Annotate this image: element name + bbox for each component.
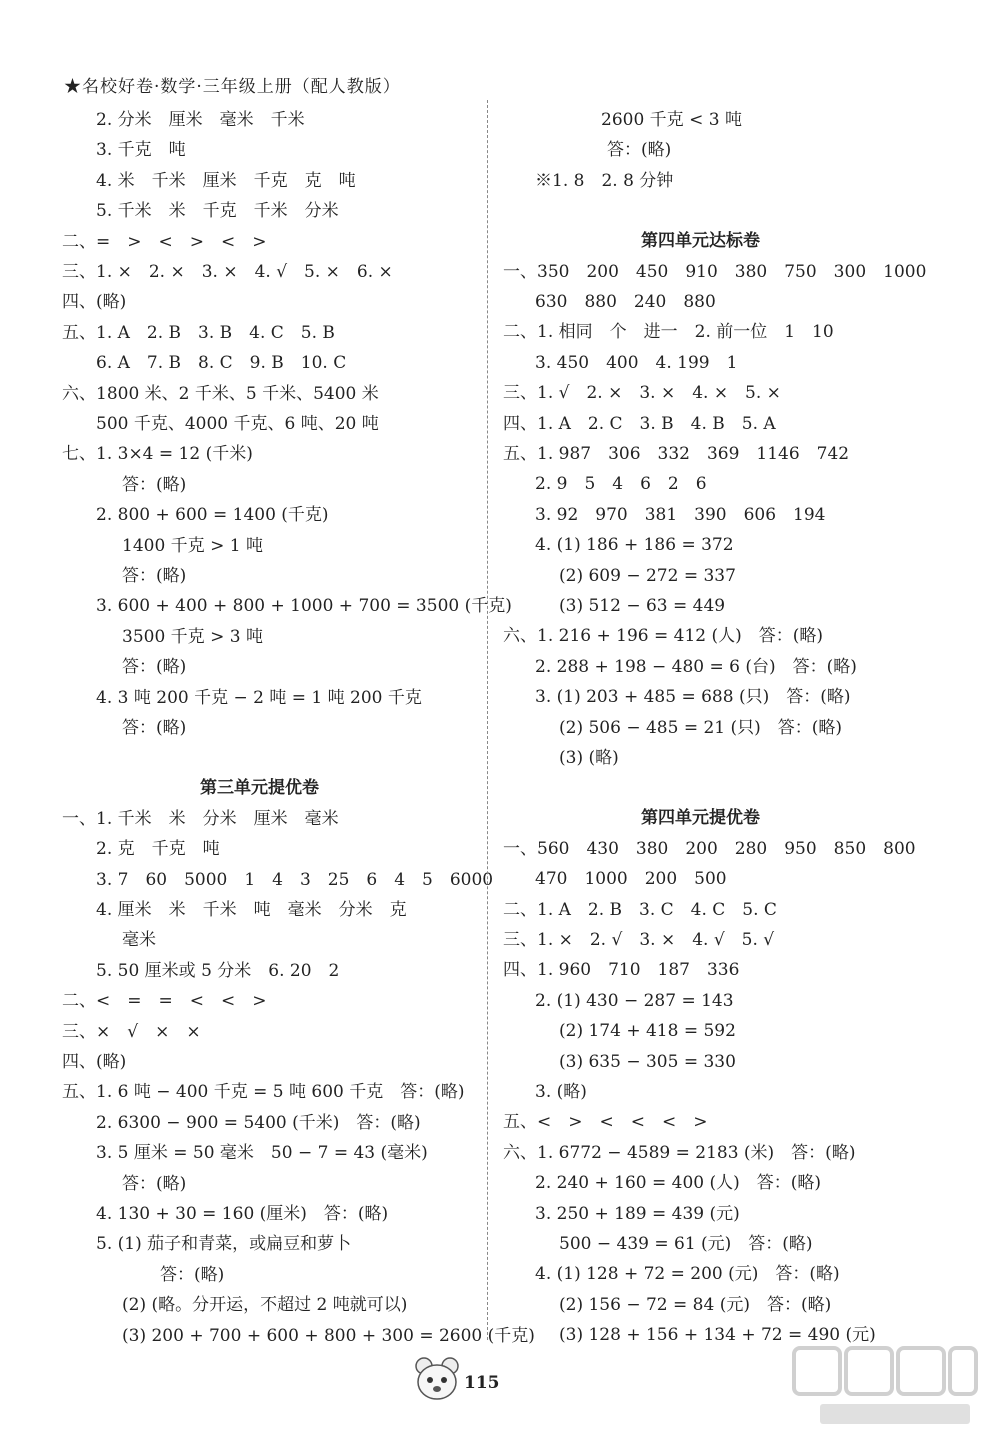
answer-line: (3) 512 − 63 = 449	[559, 596, 726, 616]
answer-line: 4. 厘米 米 千米 吨 毫米 分米 克	[96, 900, 407, 920]
answer-line: 2600 千克 < 3 吨	[601, 110, 742, 130]
section-title: 第三单元提优卷	[200, 778, 319, 799]
answer-line: 一、1. 千米 米 分米 厘米 毫米	[62, 808, 339, 829]
watermark-logo-icon	[790, 1340, 980, 1430]
answer-line: 500 千克、4000 千克、6 吨、20 吨	[96, 414, 379, 434]
answer-line: (3) 128 + 156 + 134 + 72 = 490 (元)	[559, 1325, 876, 1346]
answer-line: 470 1000 200 500	[535, 869, 727, 890]
answer-line: 1400 千克 > 1 吨	[122, 535, 263, 556]
answer-line: 3. 450 400 4. 199 1	[535, 352, 738, 373]
answer-line: 2. 6300 − 900 = 5400 (千米) 答：(略)	[96, 1112, 421, 1133]
answer-line: 3. 7 60 5000 1 4 3 25 6 4 5 6000	[96, 869, 494, 890]
answer-line: 五、1. 987 306 332 369 1146 742	[503, 444, 850, 464]
answer-line: 六、1800 米、2 千米、5 千米、5400 米	[62, 383, 379, 404]
answer-line: 五、1. 6 吨 − 400 千克 = 5 吨 600 千克 答：(略)	[62, 1082, 465, 1103]
answer-line: 二、< = = < < >	[62, 991, 267, 1012]
answer-line: 一、350 200 450 910 380 750 300 1000	[503, 261, 927, 282]
answer-line: 3. 250 + 189 = 439 (元)	[535, 1203, 740, 1224]
answer-line: 答：(略)	[160, 1264, 225, 1285]
answer-line: 3. 600 + 400 + 800 + 1000 + 700 = 3500 (千克)	[96, 596, 512, 617]
answer-line: 答：(略)	[607, 140, 672, 161]
answer-line: 三、1. √ 2. × 3. × 4. × 5. ×	[503, 383, 781, 404]
answer-line: 3. 92 970 381 390 606 194	[535, 504, 826, 525]
answer-line: 三、1. × 2. √ 3. × 4. √ 5. √	[503, 930, 775, 950]
answer-line: 2. 9 5 4 6 2 6	[535, 474, 707, 495]
answer-line: 四、1. 960 710 187 336	[503, 960, 740, 981]
page-header: ★名校好卷·数学·三年级上册（配人教版）	[64, 77, 401, 97]
answer-line: 4. 130 + 30 = 160 (厘米) 答：(略)	[96, 1204, 389, 1224]
answer-line: 2. 288 + 198 − 480 = 6 (台) 答：(略)	[535, 656, 857, 677]
column-divider	[487, 100, 488, 1340]
answer-line: 答：(略)	[122, 474, 187, 495]
answer-line: 六、1. 216 + 196 = 412 (人) 答：(略)	[503, 626, 824, 647]
answer-line: 4. (1) 186 + 186 = 372	[535, 535, 734, 556]
bear-mascot-icon	[410, 1352, 464, 1406]
answer-line: 四、1. A 2. C 3. B 4. B 5. A	[503, 413, 776, 434]
answer-line: 3500 千克 > 3 吨	[122, 626, 263, 647]
answer-line: 五、< > < < < >	[503, 1112, 708, 1133]
answer-line: (3) (略)	[559, 748, 619, 768]
answer-line: 三、1. × 2. × 3. × 4. √ 5. × 6. ×	[62, 262, 393, 282]
page-number: 115	[464, 1373, 500, 1393]
answer-line: 3. (1) 203 + 485 = 688 (只) 答：(略)	[535, 687, 851, 708]
answer-line: (2) 156 − 72 = 84 (元) 答：(略)	[559, 1294, 832, 1315]
answer-line: 答：(略)	[122, 566, 187, 586]
answer-line: 2. 克 千克 吨	[96, 839, 220, 860]
answer-line: 630 880 240 880	[535, 292, 716, 312]
answer-line: (3) 200 + 700 + 600 + 800 + 300 = 2600 (千克)	[122, 1325, 535, 1346]
answer-line: 2. 240 + 160 = 400 (人) 答：(略)	[535, 1173, 822, 1194]
answer-line: 4. 3 吨 200 千克 − 2 吨 = 1 吨 200 千克	[96, 687, 422, 708]
section-title: 第四单元达标卷	[641, 231, 760, 252]
answer-line: 五、1. A 2. B 3. B 4. C 5. B	[62, 322, 335, 343]
answer-line: 七、1. 3×4 = 12 (千米)	[62, 444, 253, 465]
answer-line: (2) (略。分开运，不超过 2 吨就可以)	[122, 1295, 408, 1316]
answer-line: (3) 635 − 305 = 330	[559, 1051, 736, 1072]
answer-line: 5. (1) 茄子和青菜，或扁豆和萝卜	[96, 1234, 352, 1255]
answer-line: 3. (略)	[535, 1082, 587, 1102]
answer-line: 4. (1) 128 + 72 = 200 (元) 答：(略)	[535, 1264, 840, 1285]
answer-line: 六、1. 6772 − 4589 = 2183 (米) 答：(略)	[503, 1142, 856, 1163]
answer-line: 2. 800 + 600 = 1400 (千克)	[96, 505, 329, 526]
answer-line: 答：(略)	[122, 657, 187, 678]
answer-line: 2. (1) 430 − 287 = 143	[535, 990, 734, 1011]
answer-line: 毫米	[122, 930, 156, 951]
answer-line: ※1. 8 2. 8 分钟	[535, 170, 674, 191]
answer-line: (2) 506 − 485 = 21 (只) 答：(略)	[559, 717, 843, 738]
answer-line: 5. 50 厘米或 5 分米 6. 20 2	[96, 960, 340, 981]
answer-line: 二、1. A 2. B 3. C 4. C 5. C	[503, 899, 777, 920]
answer-line: 二、= > < > < >	[62, 231, 267, 252]
answer-line: 5. 千米 米 千克 千米 分米	[96, 201, 339, 222]
answer-line: 4. 米 千米 厘米 千克 克 吨	[96, 170, 356, 191]
section-title: 第四单元提优卷	[641, 808, 760, 829]
answer-line: 三、× √ × ×	[62, 1021, 201, 1042]
answer-line: 6. A 7. B 8. C 9. B 10. C	[96, 353, 347, 374]
answer-line: 答：(略)	[122, 1173, 187, 1194]
answer-line: 2. 分米 厘米 毫米 千米	[96, 110, 305, 130]
answer-line: 四、(略)	[62, 1052, 127, 1072]
answer-line: 二、1. 相同 个 进一 2. 前一位 1 10	[503, 322, 834, 343]
answer-line: 答：(略)	[122, 718, 187, 738]
answer-line: (2) 609 − 272 = 337	[559, 565, 736, 586]
answer-line: 四、(略)	[62, 292, 127, 313]
answer-line: 3. 5 厘米 = 50 毫米 50 − 7 = 43 (毫米)	[96, 1143, 428, 1164]
answer-line: 3. 千克 吨	[96, 140, 186, 161]
answer-line: (2) 174 + 418 = 592	[559, 1021, 736, 1042]
answer-line: 一、560 430 380 200 280 950 850 800	[503, 838, 916, 859]
answer-line: 500 − 439 = 61 (元) 答：(略)	[559, 1234, 813, 1254]
